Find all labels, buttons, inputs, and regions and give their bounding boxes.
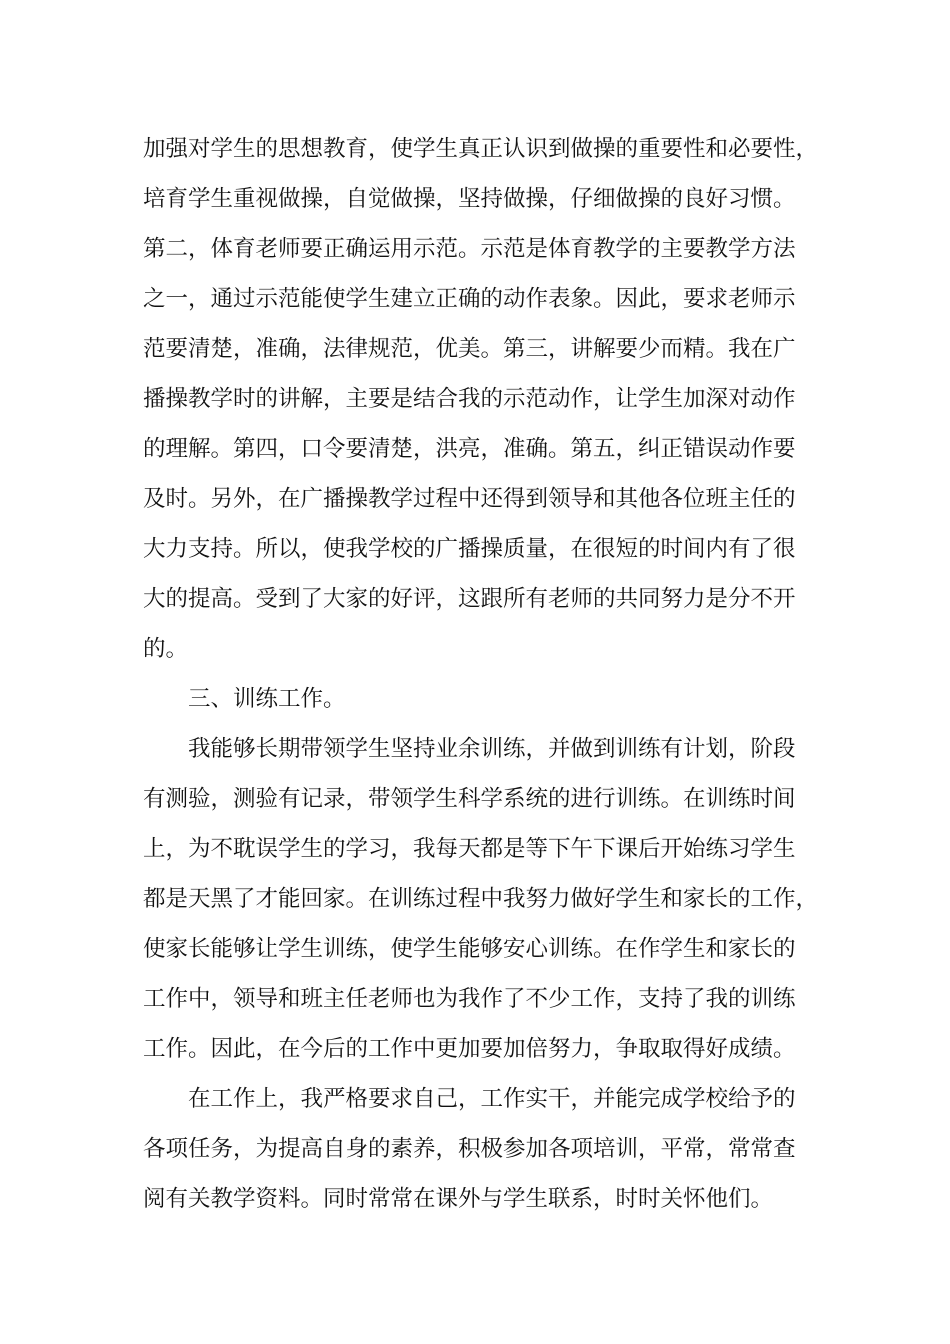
text-line: 大的提高。受到了大家的好评，这跟所有老师的共同努力是分不开	[143, 586, 796, 612]
text-line: 有测验，测验有记录，带领学生科学系统的进行训练。在训练时间	[143, 786, 796, 812]
text-line: 各项任务，为提高自身的素养，积极参加各项培训，平常，常常查	[143, 1136, 796, 1162]
text-line: 加强对学生的思想教育，使学生真正认识到做操的重要性和必要性，	[143, 136, 819, 162]
text-line: 在工作上，我严格要求自己，工作实干，并能完成学校给予的	[188, 1086, 796, 1112]
text-line: 范要清楚，准确，法律规范，优美。第三，讲解要少而精。我在广	[143, 336, 796, 362]
text-line: 工作。因此，在今后的工作中更加要加倍努力，争取取得好成绩。	[143, 1036, 796, 1062]
text-line: 上，为不耽误学生的学习，我每天都是等下午下课后开始练习学生	[143, 836, 796, 862]
text-line: 之一，通过示范能使学生建立正确的动作表象。因此，要求老师示	[143, 286, 796, 312]
text-line: 培育学生重视做操，自觉做操，坚持做操，仔细做操的良好习惯。	[143, 186, 796, 212]
section-heading: 三、训练工作。	[188, 686, 346, 712]
text-line: 都是天黑了才能回家。在训练过程中我努力做好学生和家长的工作，	[143, 886, 819, 912]
text-line: 使家长能够让学生训练，使学生能够安心训练。在作学生和家长的	[143, 936, 796, 962]
text-line: 播操教学时的讲解，主要是结合我的示范动作，让学生加深对动作	[143, 386, 796, 412]
text-line: 第二，体育老师要正确运用示范。示范是体育教学的主要教学方法	[143, 236, 796, 262]
text-line: 工作中，领导和班主任老师也为我作了不少工作，支持了我的训练	[143, 986, 796, 1012]
text-line: 大力支持。所以，使我学校的广播操质量，在很短的时间内有了很	[143, 536, 796, 562]
text-line: 的。	[143, 636, 189, 662]
text-line: 我能够长期带领学生坚持业余训练，并做到训练有计划，阶段	[188, 736, 796, 762]
text-line: 阅有关教学资料。同时常常在课外与学生联系，时时关怀他们。	[143, 1186, 774, 1212]
text-line: 的理解。第四，口令要清楚，洪亮，准确。第五，纠正错误动作要	[143, 436, 796, 462]
text-line: 及时。另外，在广播操教学过程中还得到领导和其他各位班主任的	[143, 486, 796, 512]
